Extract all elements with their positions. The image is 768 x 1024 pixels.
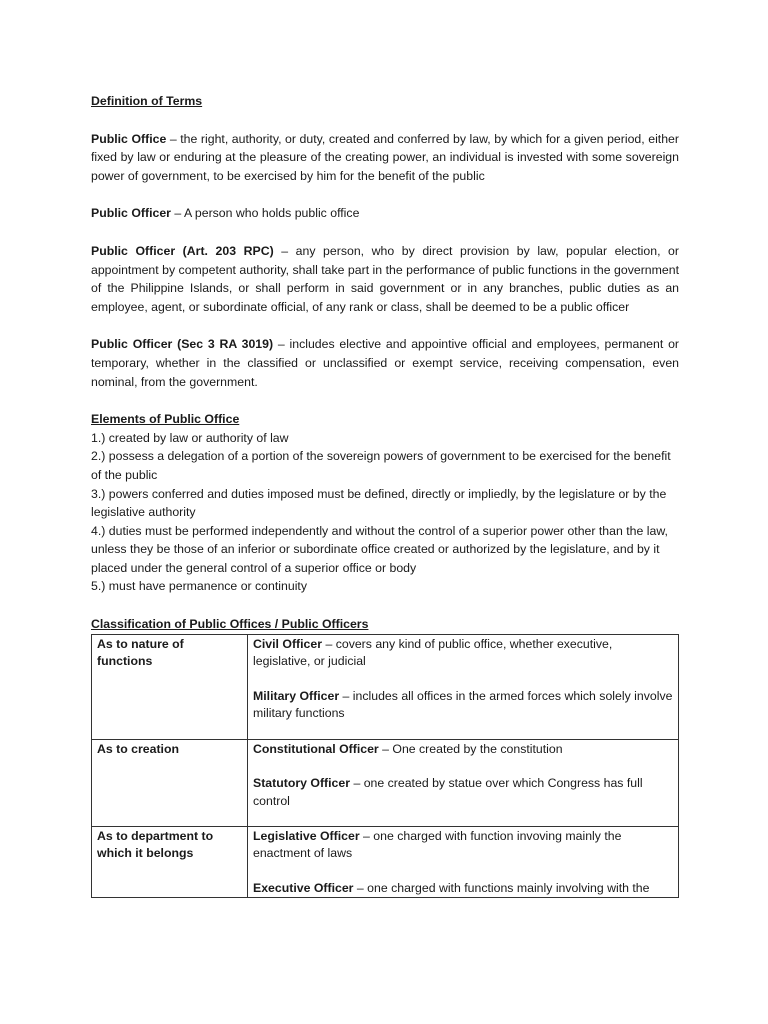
definition-text: – the right, authority, or duty, created and conferred by law, by which for a given period, either fixed by law or enduring at the pleasure of the creating power, an individual is invested with some sovereign power of government, to be exercised by him for the benefit of the public: [91, 131, 679, 183]
table-row: [92, 739, 679, 826]
officer-text: – One created by the constitution: [378, 741, 563, 756]
table-category-cell: As to creation: [92, 739, 248, 826]
officer-entry: [253, 636, 673, 671]
officer-entry: [253, 741, 673, 759]
officer-text: – one created by statue over which Congress has full control: [253, 776, 643, 808]
definition-public-officer-ra3019: [91, 335, 679, 391]
officer-term: Executive Officer: [253, 880, 354, 895]
list-item: 2.) possess a delegation of a portion of the sovereign powers of government to be exercised for the benefit of the public: [91, 449, 671, 482]
officer-term: Statutory Officer: [253, 776, 351, 791]
definitions-heading: Definition of Terms: [91, 94, 203, 108]
definition-term: Public Officer (Art. 203 RPC): [91, 243, 274, 258]
table-description-cell: [248, 739, 679, 826]
elements-list: [91, 429, 679, 596]
document-page: [91, 92, 679, 898]
table-category-cell: As to nature of functions: [92, 634, 248, 739]
definition-term: Public Officer: [91, 206, 171, 221]
list-item: 5.) must have permanence or continuity: [91, 579, 307, 594]
classification-table: [91, 634, 679, 899]
classification-heading: Classification of Public Offices / Public Officers: [91, 617, 369, 632]
elements-heading: Elements of Public Office: [91, 412, 240, 427]
table-row: [92, 826, 679, 898]
definition-term: Public Office: [91, 131, 167, 146]
officer-term: Civil Officer: [253, 636, 323, 651]
definition-text: – includes elective and appointive official and employees, permanent or temporary, whether in the classified or unclassified or exempt service, receiving compensation, even nominal, from the government.: [91, 337, 679, 389]
officer-text: – covers any kind of public office, whether executive, legislative, or judicial: [253, 636, 613, 669]
officer-text: – one charged with functions mainly involving with the: [353, 880, 650, 895]
officer-entry: [253, 775, 673, 810]
list-item: 3.) powers conferred and duties imposed must be defined, directly or impliedly, by the legislature or by the legislative authority: [91, 486, 667, 520]
officer-text: – one charged with function invoving mainly the enactment of laws: [253, 828, 622, 861]
table-row: [92, 634, 679, 739]
officer-term: Legislative Officer: [253, 828, 360, 843]
list-item: 1.) created by law or authority of law: [91, 430, 289, 445]
table-category-cell: As to department to which it belongs: [92, 826, 248, 898]
definition-public-office: [91, 130, 679, 186]
definition-public-officer-rpc: [91, 242, 679, 316]
officer-entry: [253, 828, 673, 863]
definition-public-officer: [91, 204, 679, 223]
officer-entry: [253, 688, 673, 723]
officer-text: – includes all offices in the armed forces which solely involve military functions: [253, 688, 673, 721]
definition-text: – any person, who by direct provision by law, popular election, or appointment by competent authority, shall take part in the performance of public functions in the government of the Philippine Islands, or shall perform in said government or in any branches, public duties as an employee, agent, or subordinate official, of any rank or class, shall be deemed to be a public officer: [91, 243, 679, 314]
officer-term: Constitutional Officer: [253, 741, 379, 756]
table-description-cell: [248, 826, 679, 898]
officer-term: Military Officer: [253, 688, 340, 703]
definition-term: Public Officer (Sec 3 RA 3019): [91, 337, 274, 352]
table-description-cell: [248, 634, 679, 739]
list-item: 4.) duties must be performed independently and without the control of a superior power other than the law, unless they be those of an inferior or subordinate office created or authorized by the legislature, and by it placed under the general control of a superior office or body: [91, 523, 668, 575]
definition-text: – A person who holds public office: [170, 206, 360, 221]
officer-entry: [253, 880, 673, 898]
